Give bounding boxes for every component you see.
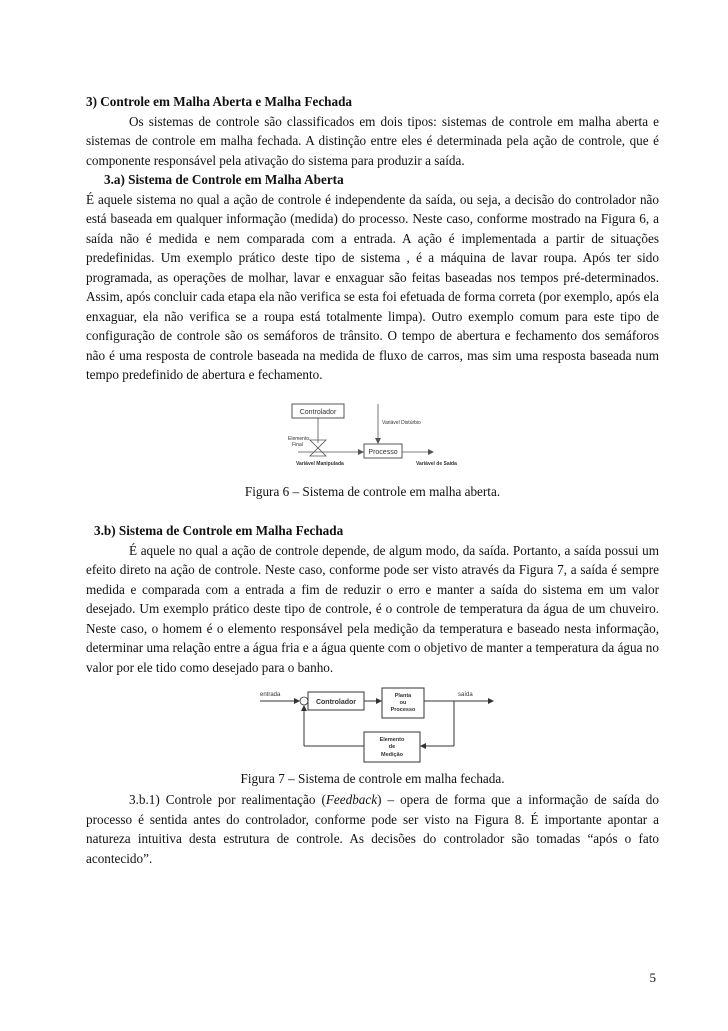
fig6-controller-label: Controlador	[299, 409, 337, 416]
fig7-controller-label: Controlador	[315, 699, 357, 706]
section-3b-heading: 3.b) Sistema de Controle em Malha Fechada	[94, 523, 344, 538]
section-3b1	[86, 790, 659, 868]
fig7-output-label: saída	[458, 692, 473, 698]
section-3a-heading: 3.a) Sistema de Controle em Malha Aberta	[104, 172, 344, 187]
fig7-plant-line2: ou	[399, 700, 407, 706]
feedback-term: Feedback	[325, 792, 378, 807]
section-3-heading: 3) Controle em Malha Aberta e Malha Fechada	[86, 94, 353, 109]
fig6-process-label: Processo	[368, 449, 398, 456]
fig6-final-element-line2: Final	[292, 442, 303, 448]
section-3b1-body	[86, 790, 659, 868]
figure-7-caption: Figura 7 – Sistema de controle em malha fechada.	[240, 771, 505, 786]
figure-6-caption: Figura 6 – Sistema de controle em malha aberta.	[244, 484, 501, 499]
section-3-intro: Os sistemas de controle são classificados em dois tipos: sistemas de controle em malha aberta e sistemas de controle em malha fechada. A distinção entre eles é determinada pela ação de controle, que é componente responsável pela ativação do sistema para produzir a saída.	[86, 113, 659, 168]
section-3b-body: É aquele no qual a ação de controle depende, de algum modo, da saída. Portanto, a saída possui um efeito direto na ação de controle. Neste caso, conforme pode ser visto através da Figura 7, a saída é sempre medida e comparada com a entrada a fim de reduzir o erro e manter a saída do sistema em um valor desejado. Um exemplo prático deste tipo de controle, é o controle de temperatura da água de um chuveiro. Neste caso, o homem é o elemento responsável pela medição da temperatura e baseado nesta informação, determinar uma relação entre a água fria e a água quente com o objetivo de manter a temperatura da água no valor por ele tido como desejado para o banho.	[86, 542, 659, 675]
fig6-manipulated-label: Variável Manipulada	[296, 461, 344, 467]
figure-6-open-loop-diagram	[278, 398, 478, 470]
section-3b1-prefix: 3.b.1) Controle por realimentação (	[129, 792, 326, 807]
fig6-output-label: Variável de Saída	[416, 461, 457, 467]
fig6-final-element-line1: Elemento	[288, 436, 310, 442]
fig7-measurement-line2: de	[388, 744, 396, 750]
fig7-summing-junction	[300, 697, 308, 705]
fig6-disturbance-label: Variável Distúrbio	[382, 420, 421, 426]
fig7-input-label: entrada	[260, 692, 281, 698]
section-3b	[86, 521, 659, 677]
figure-7-closed-loop-diagram	[258, 686, 498, 766]
section-3a-body: É aquele sistema no qual a ação de controle é independente da saída, ou seja, a decisão do controlador não está baseada em qualquer informação (medida) do processo. Neste caso, conforme mostrado na Figura 6, a saída não é medida e nem comparada com a entrada. A ação é implementada a partir de situações predefinidas. Um exemplo prático deste tipo de sistema , é a máquina de lavar roupa. Após ter sido programada, as operações de molhar, lavar e enxaguar são feitas baseadas nos tempos pré-determinados. Assim, após concluir cada etapa ela não verifica se esta foi efetuada de forma correta (por exemplo, após ela enxaguar, ela não verifica se a roupa está totalmente limpa). Outro exemplo comum para este tipo de configuração de controle são os semáforos de trânsito. O tempo de abertura e fechamento dos semáforos não é uma resposta de controle baseada na medida de fluxo de carros, mas sim uma resposta baseada num tempo predefinido de abertura e fechamento.	[86, 191, 659, 382]
page-number: 5	[649, 970, 656, 985]
fig7-measurement-line1: Elemento	[379, 737, 405, 743]
fig7-plant-line1: Planta	[394, 693, 412, 699]
fig7-plant-line3: Processo	[390, 707, 416, 713]
fig7-measurement-line3: Medição	[380, 752, 404, 758]
section-3	[86, 92, 659, 385]
section-3b1-suffix: ) – opera de forma que a informação de saída do processo é sentida antes do controlador, conforme pode ser visto na Figura 8. É importante apontar a natureza intuitiva desta estrutura de controle. As decisões do controlador são tomadas “após o fato acontecido”.	[86, 792, 659, 866]
